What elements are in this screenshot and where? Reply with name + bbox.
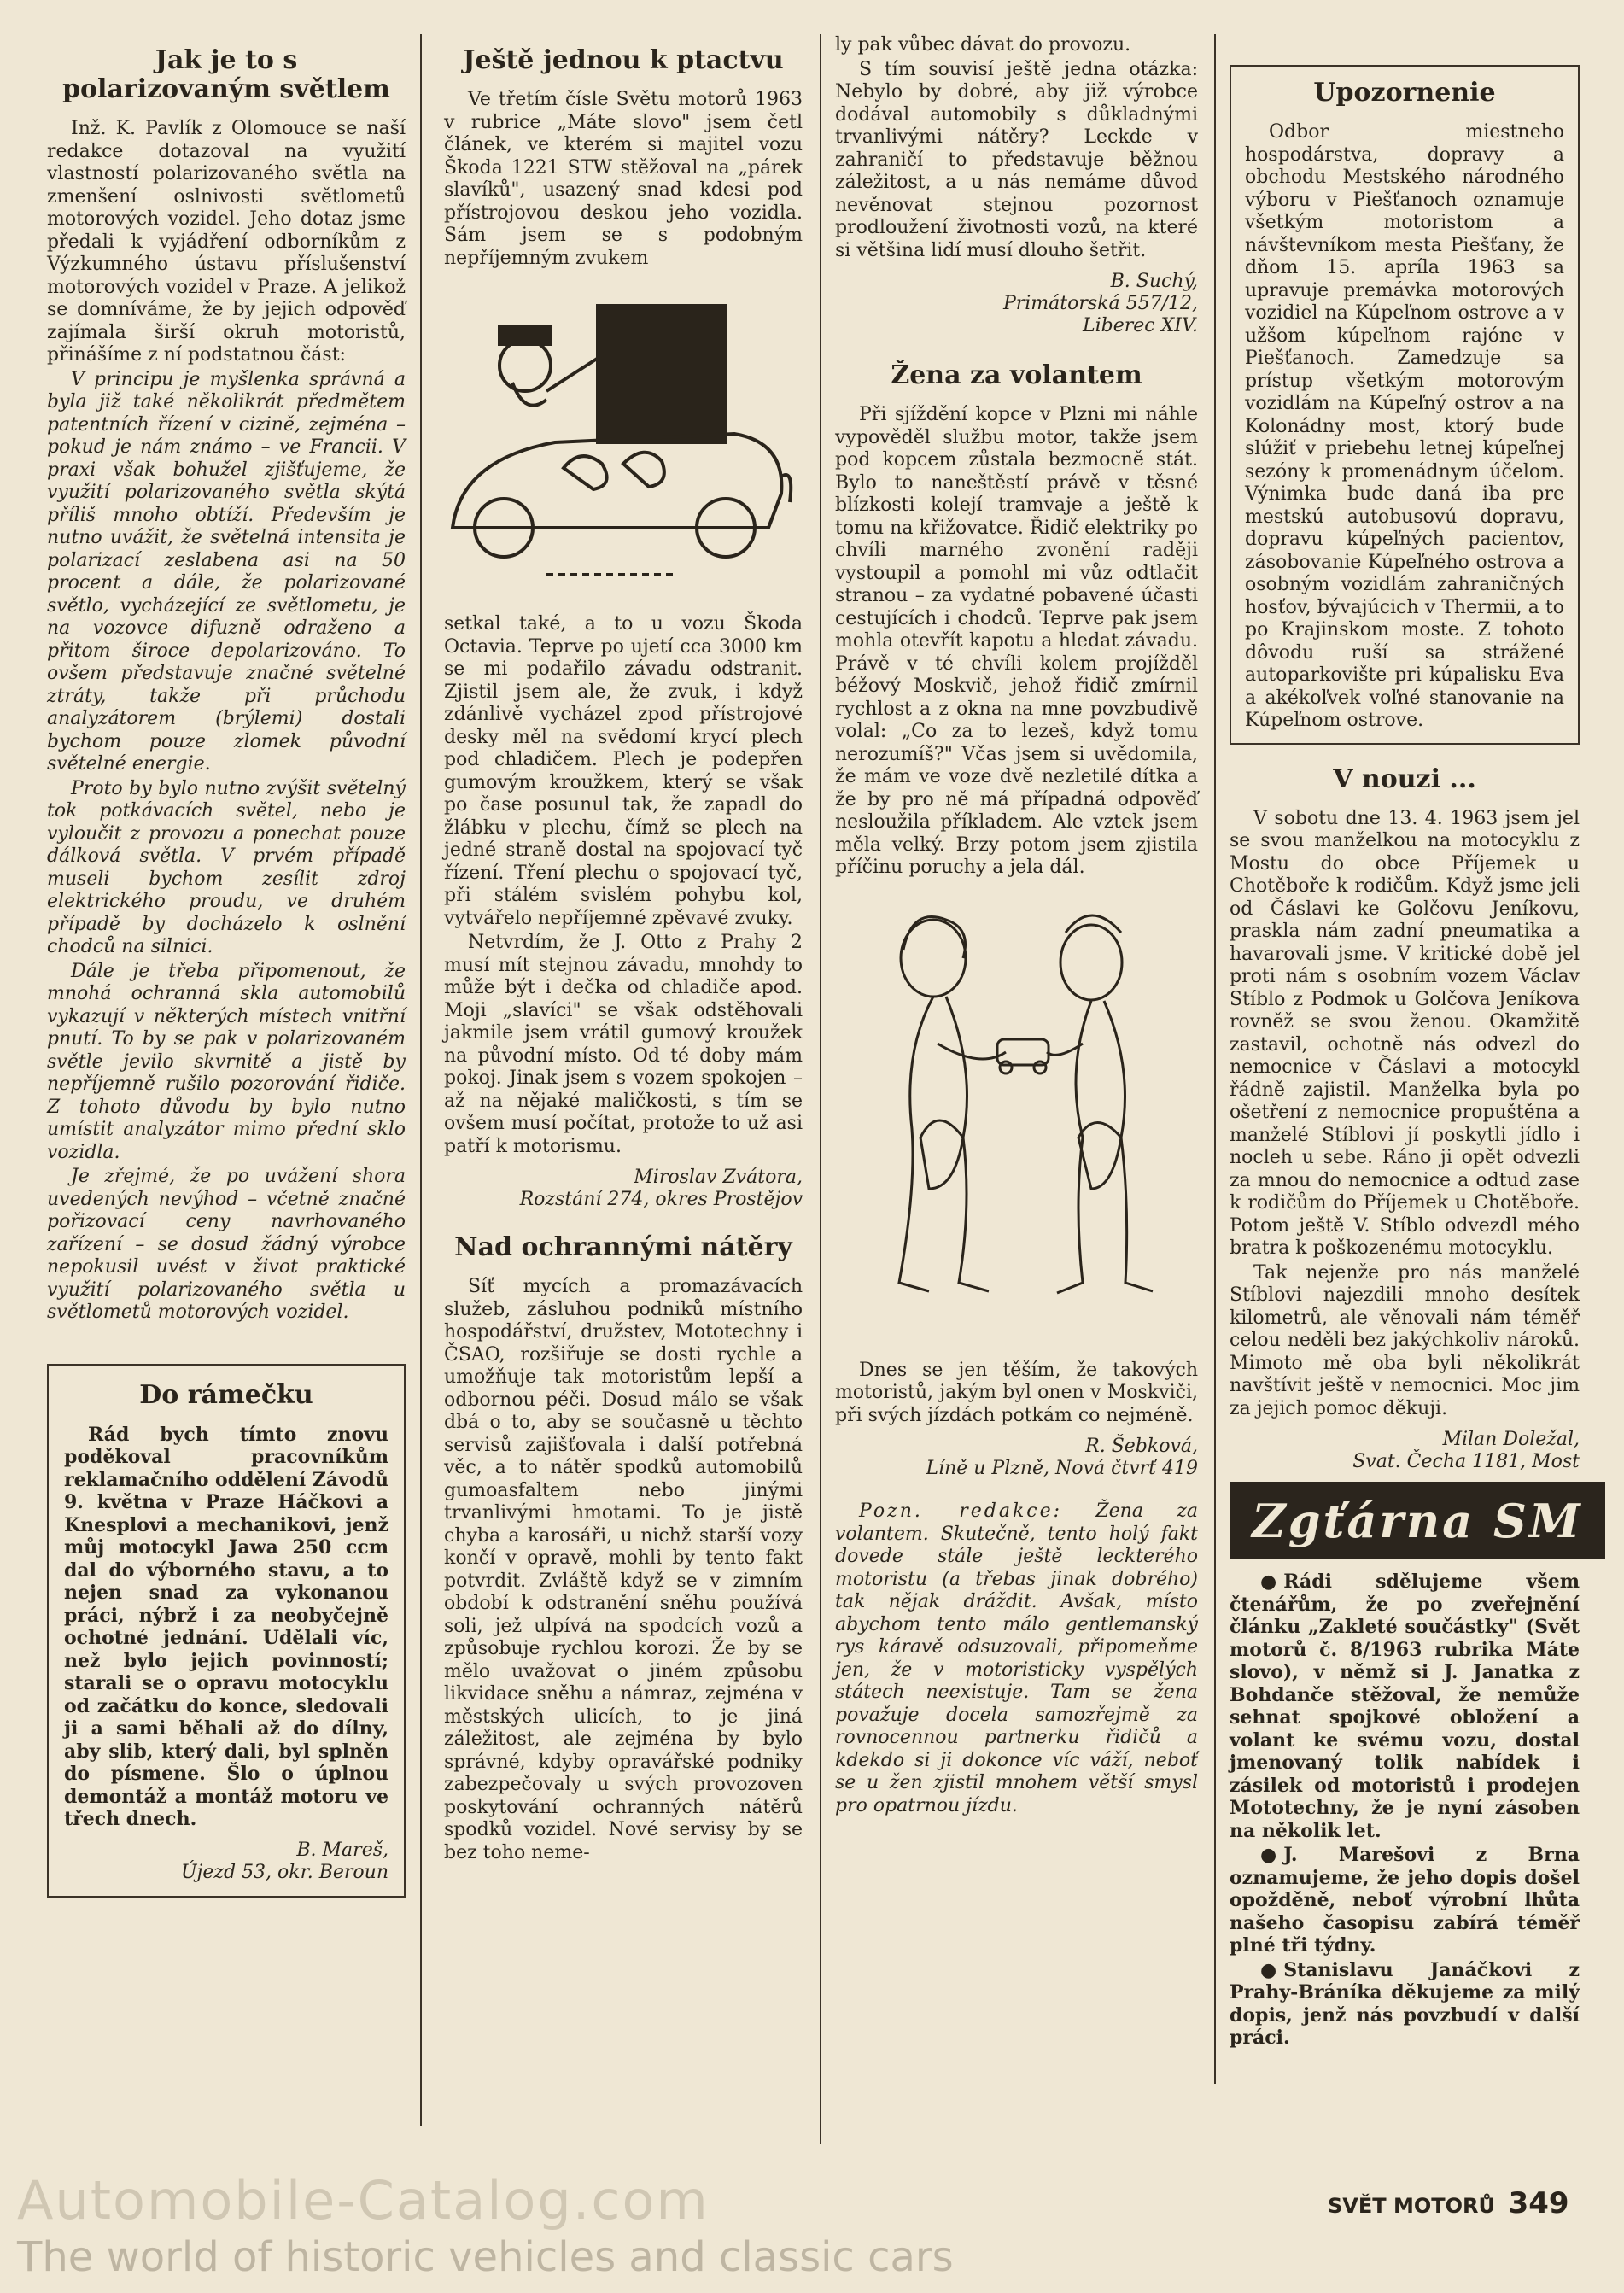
- watermark-site: Automobile-Catalog.com: [17, 2169, 710, 2232]
- paragraph: ly pak vůbec dávat do provozu.: [835, 34, 1131, 56]
- signature-address: Svat. Čecha 1181, Most: [1352, 1451, 1580, 1472]
- column-rule: [1214, 34, 1216, 2084]
- zig-section: [1230, 1571, 1580, 2050]
- paragraph: Ve třetím čísle Světu motorů 1963 v rubrice „Máte slovo" jsem četl článek, ve kterém si majitel vozu Škoda 1221 STW stěžoval na „párek slavíků", usazený snad kdesi pod přístrojovou deskou jeho vozidla. Sám jsem se s podobným nepříjemným zvukem: [444, 89, 803, 269]
- column-rule: [820, 34, 821, 2144]
- page-footer: [1328, 2186, 1569, 2220]
- box-title: Do rámečku: [139, 1379, 313, 1410]
- signature-address: Újezd 53, okr. Beroun: [181, 1861, 388, 1883]
- column-rule: [420, 34, 422, 2126]
- zig-section-banner: [1230, 1482, 1605, 1559]
- signature-address: Rozstání 274, okres Prostějov: [519, 1189, 803, 1210]
- paragraph: S tím souvisí ještě jedna otázka: Nebylo by dobré, aby již výrobce dodával automobily s důkladnými trvanlivými nátěry? Leckde v zahraničí to představuje běžnou záležitost, a u nás nemáme důvod nevěnovat stejnou pozornost prodloužení životnosti vozů, na které si většina lidí musí dlouho šetřit.: [835, 58, 1198, 261]
- box-title: Upozornenie: [1313, 78, 1496, 108]
- bullet-icon: ●: [1260, 1844, 1277, 1866]
- paragraph: Tak nejenže pro nás manželé Stíblovi najezdili mnoho desítek kilometrů, ale věnovali nám téměř celou neděli bez jakýchkoliv nároků. Mimoto mě oba byli několikrát navštívit ještě v nemocnici. Moc jim za jejich pomoc děkuji.: [1230, 1261, 1580, 1419]
- paragraph: Dále je třeba připomenout, že mnohá ochranná skla automobilů vykazují v některých místech vnitřní pnutí. To by se pak v polarizovaném světle jevilo skvrnitě a jistě by nepříjemně rušilo pozorování řidiče. Z tohoto důvodu by bylo nutno umístit analyzátor mimo přední sklo vozidla.: [47, 960, 406, 1163]
- magazine-name: SVĚT MOTORŮ: [1328, 2194, 1496, 2218]
- zig-item: [1230, 1844, 1580, 1957]
- signature-address: Líně u Plzně, Nová čtvrť 419: [926, 1458, 1198, 1479]
- signature-name: B. Mareš,: [296, 1839, 388, 1861]
- do-ramecku-box: [47, 1364, 406, 1898]
- upozornenie-box: [1230, 65, 1580, 745]
- editorial-note-text: Žena za volantem. Skutečně, tento holý fakt dovede stále ještě leckterého motoristu (a třebas jinak dobrého) tak nějak dráždit. Avšak, místo abychom tento málo gentlemanský rys káravě odsuzovali, připomeňme jen, že v motoristicky vyspělých státech neexistuje. Tam se žena považuje docela samozřejmě za rovnocennou partnerku řidičů a kdekdo si ji dokonce víc váží, neboť se u žen zjistil mnohem větší smysl pro opatrnou jízdu.: [835, 1500, 1198, 1816]
- signature: [835, 1436, 1198, 1480]
- signature: [64, 1840, 388, 1884]
- paragraph: Proto by bylo nutno zvýšit světelný tok potkávacích světel, nebo je vyloučit z provozu a ponechat pouze dálková světla. V prvém případě museli bychom zesílit zdroj elektrického proudu, ve druhém případě by docházelo k oslnění chodců na silnici.: [47, 777, 406, 957]
- column-4: [1230, 34, 1583, 2051]
- box-text: Rád bych tímto znovu poděkoval pracovníkům reklamačního oddělení Závodů 9. května v Praze Háčkovi a Knesplovi a mechanikovi, jenž můj motocykl Jawa 250 ccm dal do výborného stavu, a to nejen snad za vykonanou práci, nýbrž i za neobyčejně ochotné jednání. Udělali víc, než bylo jejich povinností; starali se o opravu motocyklu od začátku do konce, sledovali ji a sami běhali až do dílny, aby slib, který dali, byl splněn do písmene. Šlo o úplnou demontáž a montáž motoru ve třech dnech.: [64, 1423, 389, 1830]
- bullet-icon: ●: [1260, 1571, 1277, 1593]
- article-title-protective-coatings: Nad ochrannými nátěry: [454, 1232, 792, 1262]
- column-1: [47, 34, 406, 1898]
- article-title-in-need: V nouzi ...: [1333, 763, 1476, 794]
- zig-item-text: J. Marešovi z Brna oznamujeme, že jeho dopis došel opožděně, neboť výrobní lhůta našeho časopisu zabírá téměř plné tři týdny.: [1230, 1844, 1580, 1957]
- watermark-tagline: The world of historic vehicles and classic cars: [17, 2233, 954, 2281]
- paragraph: Při sjíždění kopce v Plzni mi náhle vypověděl službu motor, takže jsem pod kopcem zůstala bezmocně stát. Bylo to naneštěstí právě v těsné blízkosti kolejí tramvaje a ještě k tomu na křižovatce. Řidič elektriky po chvíli marného zvonění raději vystoupil a pomohl mi vůz odtlačit stranou – za vydatné pobavené účasti cestujících i chodců. Teprve pak jsem mohla otevřít kapotu a hledat závadu. Právě v té chvíli kolem projížděl béžový Moskvič, jehož řidič zmírnil rychlost a z okna na mne povzbudivě volal: „Co za to lezeš, když tomu nerozumíš?" Včas jsem si uvědomila, že mám ve voze dvě nezletilé dítka a že by pro ně má případná odpověď nesloužila příkladem. Ale vztek jsem měla velký. Brzy potom jsem zjistila příčinu poruchy a jela dál.: [835, 404, 1198, 878]
- cartoon-adam-eve-illustration: [835, 881, 1198, 1360]
- signature-name: R. Šebková,: [1085, 1436, 1198, 1457]
- signature-address: Primátorská 557/12,: [1002, 293, 1198, 314]
- paragraph: Je zřejmé, že po uvážení shora uvedených nevýhod – včetně značné pořizovací ceny navrhovaného zařízení – se dosud žádný výrobce nepokusil uvést v život praktické využití polarizovaného světla u světlometů motorových vozidel.: [47, 1166, 406, 1323]
- signature: [1230, 1429, 1580, 1473]
- signature-name: Milan Doležal,: [1442, 1429, 1580, 1450]
- paragraph: Netvrdím, že J. Otto z Prahy 2 musí mít stejnou závadu, mnohdy to může být i dečka od chladiče apod. Moji „slavíci" se však odstěhovali jakmile jsem vrátil gumový kroužek na původní místo. Od té doby mám pokoj. Jinak jsem s vozem spokojen – až na nějaké maličkosti, s tím se ovšem musí počítat, protože to už asi patří k motorismu.: [444, 932, 803, 1157]
- editorial-note-label: Pozn. redakce:: [859, 1500, 1063, 1522]
- paragraph: setkal také, a to u vozu Škoda Octavia. Teprve po ujetí cca 3000 km se mi podařilo závadu odstranit. Zjistil jsem ale, že zvuk, i když zdánlivě vycházel zpod přístrojové desky měl na svědomí krycí plech pod chladičem. Plech je podepřen gumovým kroužkem, který se však po čase posunul tak, že zapadl do žlábku v plechu, čímž se plech na jedné straně dostal na spojovací tyč řízení. Tření plechu o spojovací tyč, při stálém svislém pohybu kol, vytvářelo nepříjemné zpěvavé zvuky.: [444, 613, 803, 929]
- paragraph: Inž. K. Pavlík z Olomouce se naší redakce dotazoval na využití vlastností polarizovaného světla na zmenšení oslnivosti světlometů motorových vozidel. Jeho dotaz jsme předali k vyjádření odborníkům z Výzkumného ústavu příslušenství motorových vozidel v Praze. A jelikož se domníváme, že by jejich odpověď zajímala širší okruh motoristů, přinášíme z ní podstatnou část:: [47, 118, 406, 366]
- article-title-woman-driver: Žena za volantem: [891, 360, 1142, 390]
- signature-name: Miroslav Zvátora,: [634, 1167, 803, 1188]
- box-text: Odbor miestneho hospodárstva, dopravy a obchodu Mestského národného výboru v Piešťanoch oznamuje všetkým motoristom a návštevníkom mesta Piešťany, že dňom 15. apríla 1963 sa upravuje premávka motorových vozidiel na Kúpeľnom ostrove a v užšom kúpeľnom rajóne v Piešťanoch. Zamedzuje sa prístup všetkým motorovým vozidlám na Kúpeľný ostrov a na Kolonádny most, ktorý bude slúžiť v priebehu letnej kúpeľnej sezóny k promenádnym účelom. Výnimka bude daná iba pre mestskú autobusovú dopravu, dopravu kúpeľných pacientov, zásobovanie Kúpeľného ostrova a osobným vozidlám zahraničných hosťov, bývajúcich v Thermii, a to po Krajinskom moste. Z tohoto dôvodu ruší sa strážené autoparkovište pri kúpalisku Eva a akékoľvek voľné stanovanie na Kúpeľnom ostrove.: [1245, 121, 1564, 731]
- editorial-note: [835, 1500, 1198, 1817]
- article-title-polarized-light: Jak je to s polarizovaným světlem: [62, 45, 390, 104]
- zig-item-text: Rádi sdělujeme všem čtenářům, že po zveřejnění článku „Zakleté součástky" (Svět motorů č. 8/1963 rubrika Máte slovo), v němž si J. Janatka z Bohdanče stěžoval, že nemůže sehnat spojkové obložení a volant ke svému vozu, dostal jmenovaný tolik nabídek i zásilek od motoristů i prodejen Mototechny, že je nyní zásoben na několik let.: [1230, 1571, 1580, 1842]
- cartoon-adam-eve-icon: [835, 881, 1198, 1360]
- paragraph: Dnes se jen těším, že takových motoristů, jakým byl onen v Moskviči, při svých jízdách potkám co nejméně.: [835, 1359, 1198, 1426]
- signature-address: Liberec XIV.: [1083, 315, 1198, 336]
- zig-item: [1230, 1959, 1580, 2050]
- signature: [444, 1167, 803, 1211]
- zig-section-title: Zgťárna SM: [1252, 1494, 1583, 1548]
- signature-name: B. Suchý,: [1110, 271, 1198, 292]
- column-3: [835, 34, 1198, 1819]
- column-2: [444, 34, 803, 1866]
- bullet-icon: ●: [1260, 1958, 1277, 1981]
- zig-item: [1230, 1571, 1580, 1842]
- signature: [835, 271, 1198, 337]
- article-title-birds: Ještě jednou k ptactvu: [463, 45, 784, 75]
- cartoon-car-birds-icon: [444, 272, 803, 613]
- page-number: 349: [1508, 2186, 1569, 2220]
- cartoon-birds-illustration: [444, 272, 803, 613]
- zig-item-text: Stanislavu Janáčkovi z Prahy-Bráníka děkujeme za milý dopis, jenž nás povzbudí v další práci.: [1230, 1958, 1580, 2049]
- paragraph: V principu je myšlenka správná a byla již také několikrát předmětem patentních řízení v cizině, zejména – pokud je nám známo – ve Francii. V praxi však bohužel zjišťujeme, že využití polarizovaného světla skýtá příliš mnoho obtíží. Především je nutno uvážit, že světelná intensita je polarizací zeslabena asi na 50 procent a dále, že polarizované světlo, vycházející ze světlometu, je na vozovce difuzně odraženo a přitom široce depolarizováno. To ovšem představuje značné světelné ztráty, takže při průchodu analyzátorem (brýlemi) dostali bychom pouze zlomek původní světelné energie.: [47, 368, 406, 775]
- paragraph: V sobotu dne 13. 4. 1963 jsem jel se svou manželkou na motocyklu z Mostu do obce Příjemek u Chotěboře k rodičům. Když jsme jeli od Čáslavi ke Golčovu Jeníkovu, praskla nám zadní pneumatika a havarovali jsme. V kritické době jel proti nám s osobním vozem Václav Stíblo z Podmok u Golčova Jeníkova rovněž se svou ženou. Okamžitě zastavil, ochotně nás odvezl do nemocnice v Čáslavi a motocykl řádně zajistil. Manželka byla po ošetření z nemocnice propuštěna a manželé Stíblovi jí poskytli jídlo i nocleh u sebe. Ráno ji opět odvezli za mnou do nemocnice a odtud zase k rodičům do Příjemek u Chotěboře. Potom ještě V. Stíblo odvezdl mého bratra k poškozenému motocyklu.: [1230, 807, 1580, 1259]
- paragraph: Síť mycích a promazávacích služeb, zásluhou podniků místního hospodářství, družstev, Mototechny i ČSAO, rozšiřuje se dosti rychle a umožňuje tak motoristům lepší a odbornou péči. Dosud málo se však dbá o to, aby se současně u těchto servisů zajišťovala i další potřebná věc, a to nátěr spodků automobilů gumoasfaltem nebo jinými trvanlivými hmotami. To je jistě chyba a karosáři, u nichž starší vozy končí v opravě, mohli by tento fakt potvrdit. Zvláště když se v zimním období k odstranění sněhu používá soli, jež ulpívá na spodcích vozů a způsobuje rychlou korozi. Že by se mělo uvažovat o jiném způsobu likvidace sněhu a námraz, zejména v městských ulicích, to je jiná záležitost, ale zejména by bylo správné, kdyby opravářské podniky zabezpečovaly u svých provozoven poskytování ochranných nátěrů spodků vozidel. Nové servisy by se bez toho neme-: [444, 1276, 803, 1863]
